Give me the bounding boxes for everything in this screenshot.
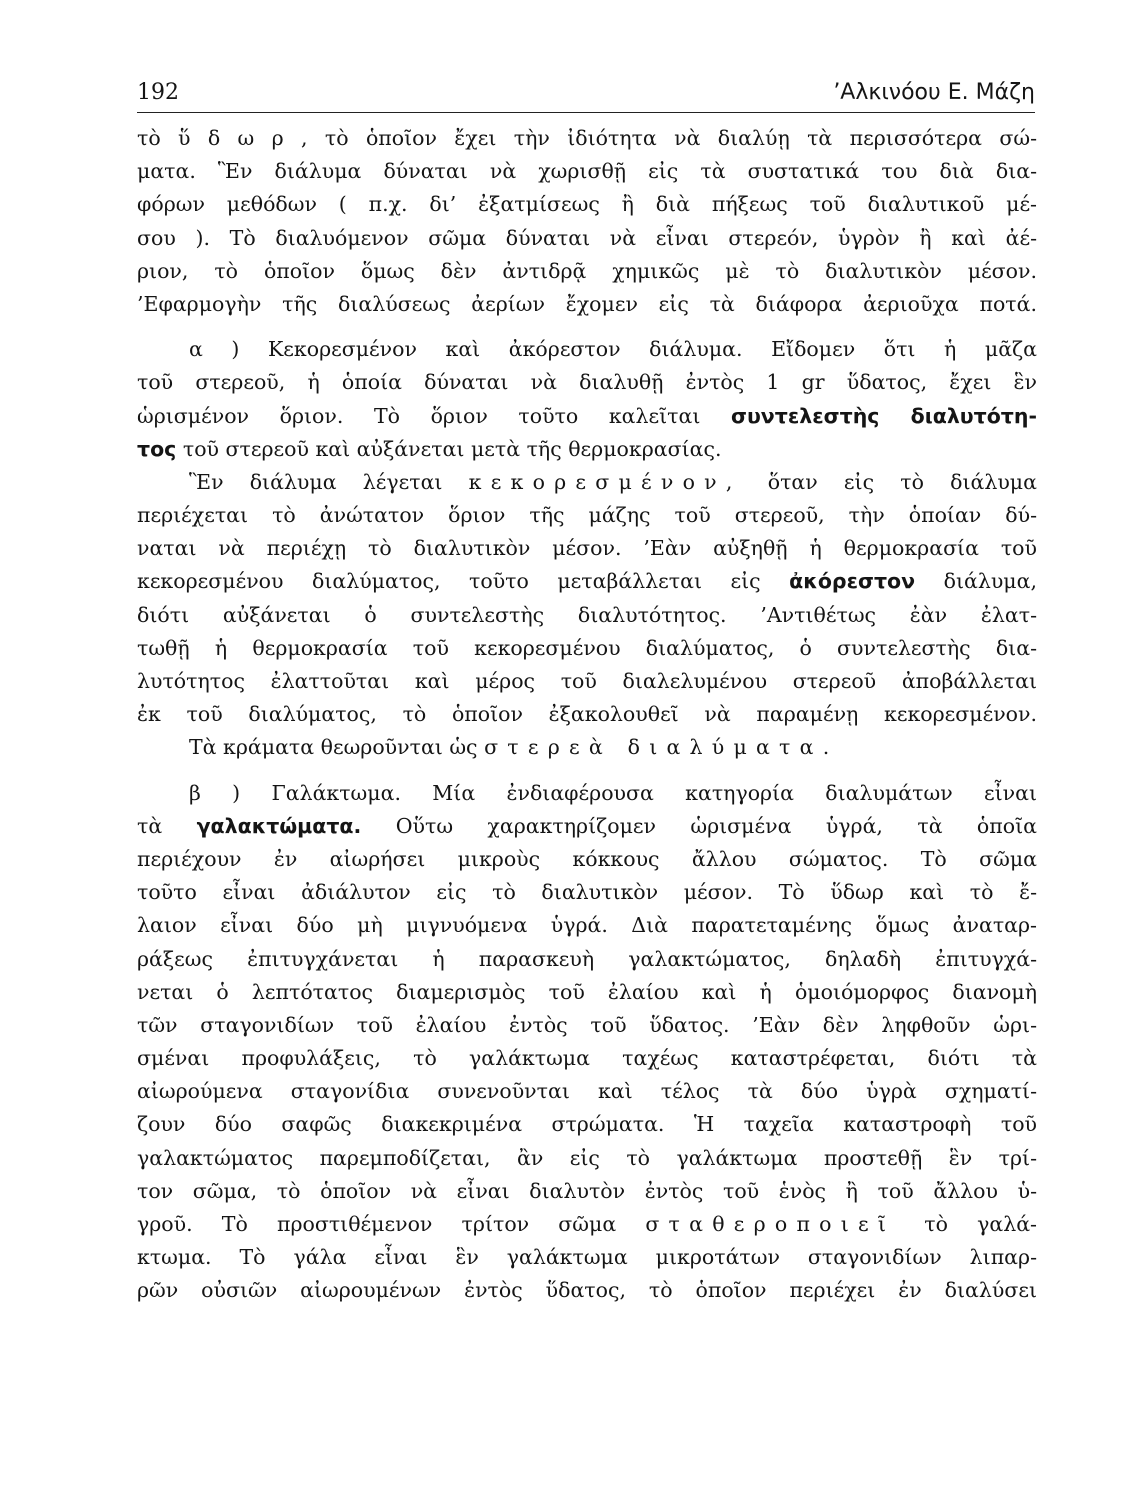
term-solubility-coefficient: συντελεστὴς διαλυτότη-	[731, 403, 1037, 428]
text-line: διότι αὐξάνεται ὁ συντελεστὴς διαλυτότητος. ’Αντιθέτως ἐὰν ἐλατ-	[137, 602, 1037, 627]
text-line: ζουν δύο σαφῶς διακεκριμένα στρώματα. Ἡ ταχεῖα καταστροφὴ τοῦ	[137, 1112, 1037, 1137]
text-line: α ) Κεκορεσμένον καὶ ἀκόρεστον διάλυμα. Εἴδομεν ὅτι ἡ μᾶζα	[189, 337, 1037, 362]
text-line: γροῦ. Τὸ προστιθέμενον τρίτον σῶμα σταθεροποιεῖ τὸ γαλά-	[137, 1212, 1037, 1236]
text-line: λαιον εἶναι δύο μὴ μιγνυόμενα ὑγρά. Διὰ παρατεταμένης ὅμως ἀναταρ-	[137, 913, 1037, 938]
body-text	[137, 122, 1037, 1308]
paragraph-saturated-solution	[137, 333, 1037, 764]
paragraph-emulsion	[137, 777, 1037, 1308]
text-line: ’Εφαρμογὴν τῆς διαλύσεως ἀερίων ἔχομεν εἰς τὰ διάφορα ἀεριοῦχα ποτά.	[137, 291, 1037, 316]
term-stabilizes: σταθεροποιεῖ	[645, 1212, 896, 1236]
text-line: λυτότητος ἐλαττοῦται καὶ μέρος τοῦ διαλελυμένου στερεοῦ ἀποβάλλεται	[137, 669, 1037, 693]
text-line: γαλακτώματος παρεμποδίζεται, ἂν εἰς τὸ γαλάκτωμα προστεθῇ ἓν τρί-	[137, 1145, 1037, 1170]
text-line: ἐκ τοῦ διαλύματος, τὸ ὁποῖον ἐξακολουθεῖ νὰ παραμένῃ κεκορεσμένον.	[137, 702, 1037, 727]
text-line: ράξεως ἐπιτυγχάνεται ἡ παρασκευὴ γαλακτώματος, δηλαδὴ ἐπιτυγχά-	[137, 946, 1037, 971]
text-line: περιέχεται τὸ ἀνώτατον ὅριον τῆς μάζης τοῦ στερεοῦ, τὴν ὁποίαν δύ-	[137, 503, 1037, 528]
term-solubility-coefficient-end: τος	[137, 436, 177, 461]
page-number: 192	[137, 80, 179, 105]
text-line: φόρων μεθόδων ( π.χ. δι’ ἐξατμίσεως ἢ διὰ πήξεως τοῦ διαλυτικοῦ μέ-	[137, 192, 1037, 217]
running-head: ’Αλκινόου Ε. Μάζη	[833, 80, 1035, 105]
text-line: ὡρισμένον ὅριον. Τὸ ὅριον τοῦτο καλεῖται συντελεστὴς διαλυτότη-	[137, 403, 1037, 428]
text-line: αἰωρούμενα σταγονίδια συνενοῦνται καὶ τέλος τὰ δύο ὑγρὰ σχηματί-	[137, 1079, 1037, 1104]
text-line: τοῦ στερεοῦ, ἡ ὁποία δύναται νὰ διαλυθῇ ἐντὸς 1 gr ὕδατος, ἔχει ἓν	[137, 370, 1037, 395]
text-line: Ἓν διάλυμα λέγεται κεκορεσμένον, ὅταν εἰς τὸ διάλυμα	[189, 469, 1037, 494]
text-line: περιέχουν ἐν αἰωρήσει μικροὺς κόκκους ἄλλου σώματος. Τὸ σῶμα	[137, 846, 1037, 871]
text-line: ναται νὰ περιέχῃ τὸ διαλυτικὸν μέσον. ’Εὰν αὐξηθῇ ἡ θερμοκρασία τοῦ	[137, 536, 1037, 561]
text-line: νεται ὁ λεπτότατος διαμερισμὸς τοῦ ἐλαίου καὶ ἡ ὁμοιόμορφος διανομὴ	[137, 979, 1037, 1004]
text-line: σου ). Τὸ διαλυόμενον σῶμα δύναται νὰ εἶναι στερεόν, ὑγρὸν ἢ καὶ ἀέ-	[137, 225, 1037, 250]
page-header	[137, 78, 1035, 113]
term-emulsions: γαλακτώματα.	[196, 813, 362, 838]
text-line: τος τοῦ στερεοῦ καὶ αὐξάνεται μετὰ τῆς θερμοκρασίας.	[137, 436, 722, 461]
text-line: κτωμα. Τὸ γάλα εἶναι ἓν γαλάκτωμα μικροτάτων σταγονιδίων λιπαρ-	[137, 1245, 1037, 1270]
text-line: τοῦτο εἶναι ἀδιάλυτον εἰς τὸ διαλυτικὸν μέσον. Τὸ ὕδωρ καὶ τὸ ἔ-	[137, 880, 1037, 905]
text-line: ματα. Ἓν διάλυμα δύναται νὰ χωρισθῇ εἰς τὰ συστατικά του διὰ δια-	[137, 159, 1037, 184]
text-line: Τὰ κράματα θεωροῦνται ὡς στερεὰ διαλύματα.	[189, 735, 839, 760]
text-line: τὸ ὕ δ ω ρ , τὸ ὁποῖον ἔχει τὴν ἰδιότητα νὰ διαλύῃ τὰ περισσότερα σώ-	[137, 126, 1037, 150]
text-line: κεκορεσμένου διαλύματος, τοῦτο μεταβάλλεται εἰς ἀκόρεστον διάλυμα,	[137, 569, 1037, 594]
text-line: τὰ γαλακτώματα. Οὕτω χαρακτηρίζομεν ὡρισμένα ὑγρά, τὰ ὁποῖα	[137, 813, 1037, 838]
text-line: β ) Γαλάκτωμα. Μία ἐνδιαφέρουσα κατηγορία διαλυμάτων εἶναι	[189, 780, 1037, 805]
text-line: τον σῶμα, τὸ ὁποῖον νὰ εἶναι διαλυτὸν ἐντὸς τοῦ ἑνὸς ἢ τοῦ ἄλλου ὑ-	[137, 1178, 1037, 1203]
term-unsaturated: ἀκόρεστον	[789, 569, 916, 594]
term-solid-solutions: στερεὰ διαλύματα.	[484, 735, 839, 760]
term-saturated: κεκορεσμένον,	[468, 469, 742, 494]
text-line: τωθῇ ἡ θερμοκρασία τοῦ κεκορεσμένου διαλύματος, ὁ συντελεστὴς δια-	[137, 635, 1037, 660]
text-line: σμέναι προφυλάξεις, τὸ γαλάκτωμα ταχέως καταστρέφεται, διότι τὰ	[137, 1046, 1037, 1071]
text-line: τῶν σταγονιδίων τοῦ ἐλαίου ἐντὸς τοῦ ὕδατος. ’Εὰν δὲν ληφθοῦν ὡρι-	[137, 1012, 1037, 1037]
text-line: ριον, τὸ ὁποῖον ὅμως δὲν ἀντιδρᾷ χημικῶς μὲ τὸ διαλυτικὸν μέσον.	[137, 258, 1037, 283]
text-line: ρῶν οὐσιῶν αἰωρουμένων ἐντὸς ὕδατος, τὸ ὁποῖον περιέχει ἐν διαλύσει	[137, 1278, 1037, 1303]
paragraph-water	[137, 122, 1037, 321]
